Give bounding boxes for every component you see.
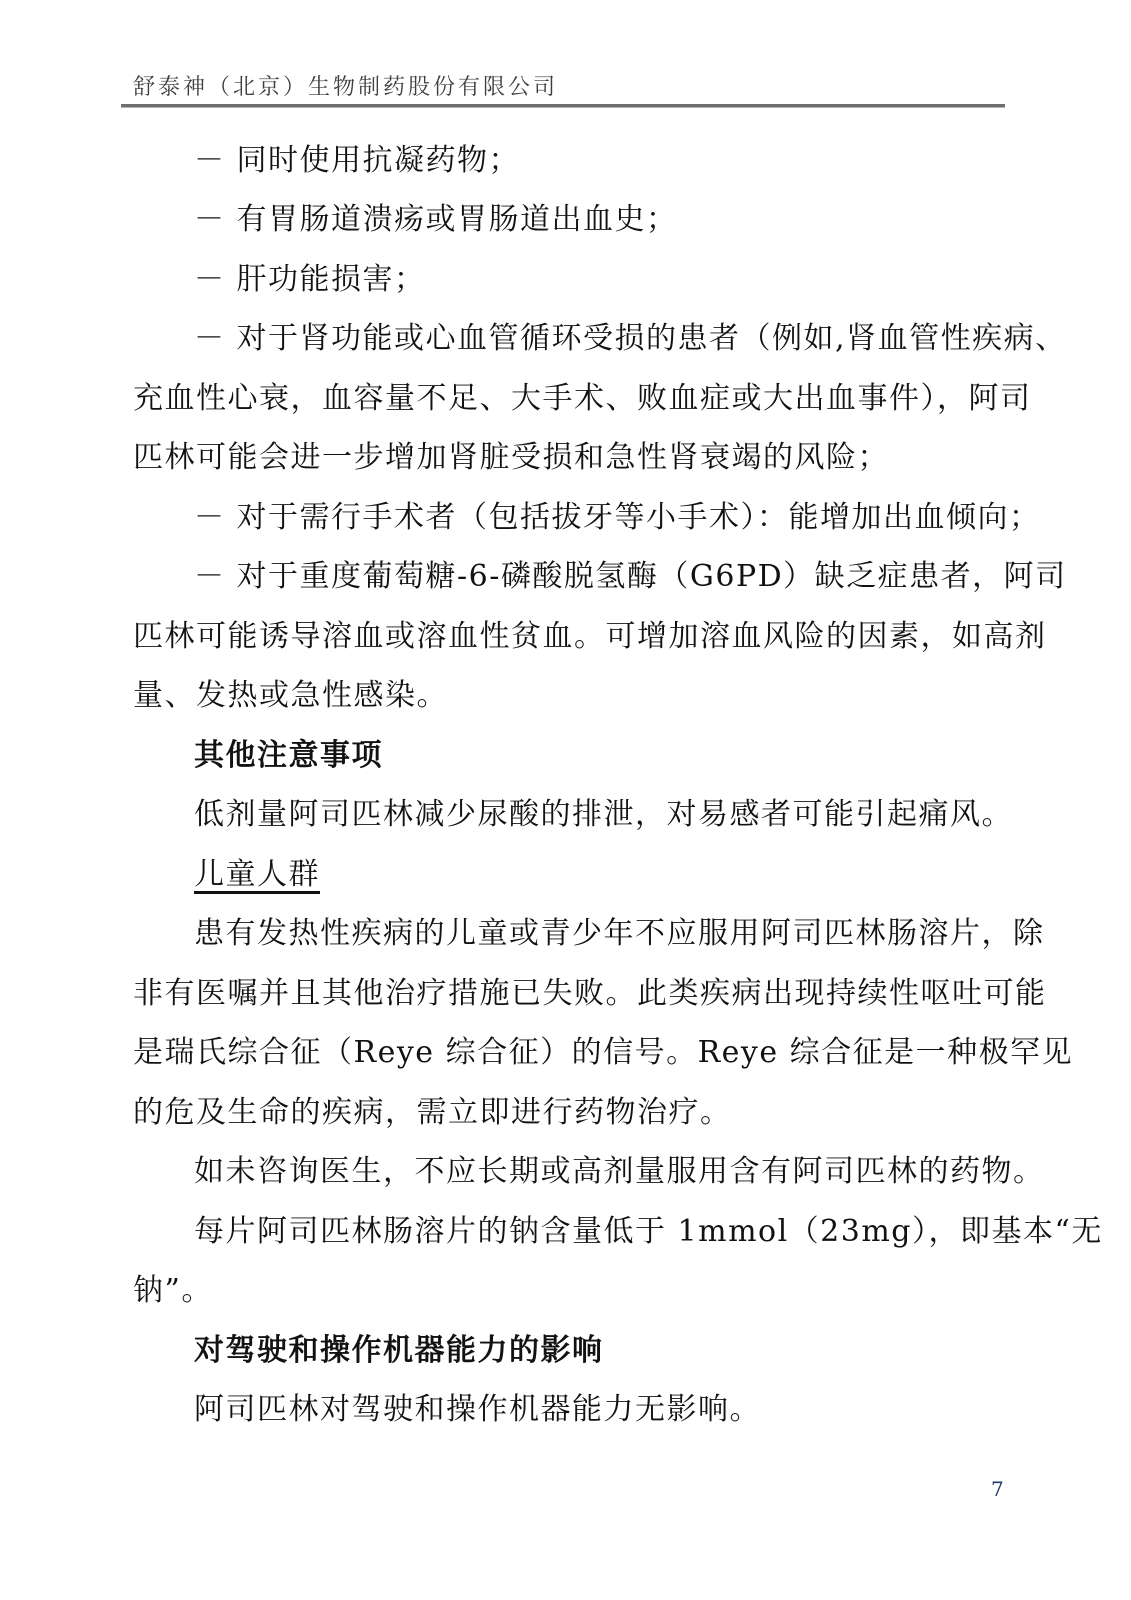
text-line-13 [133, 841, 1015, 901]
text-line-2 [133, 187, 1015, 247]
line-text: 非有医嘱并且其他治疗措施已失败。此类疾病出现持续性呕吐可能 [133, 975, 1047, 1011]
text-line-7 [133, 484, 1041, 544]
line-text: 患有发热性疾病的儿童或青少年不应服用阿司匹林肠溶片，除 [194, 916, 1045, 952]
text-line-4 [133, 306, 1067, 366]
line-text: － 对于重度葡萄糖-6-磷酸脱氢酶（G6PD）缺乏症患者，阿司 [194, 559, 1067, 595]
text-line-19 [133, 1198, 1103, 1258]
line-text: 量、发热或急性感染。 [133, 678, 448, 714]
line-text: 每片阿司匹林肠溶片的钠含量低于 1mmol（23mg），即基本“无 [194, 1213, 1103, 1249]
line-text: 低剂量阿司匹林减少尿酸的排泄，对易感者可能引起痛风。 [194, 797, 1013, 833]
line-text: － 对于肾功能或心血管循环受损的患者（例如,肾血管性疾病、 [194, 321, 1067, 357]
document-body [133, 127, 1103, 1436]
text-line-11 [133, 722, 1015, 782]
text-line-9 [133, 603, 1047, 663]
line-text: 其他注意事项 [194, 737, 383, 773]
line-text: 钠”。 [133, 1273, 213, 1309]
line-text: 阿司匹林对驾驶和操作机器能力无影响。 [194, 1392, 761, 1428]
line-text: 充血性心衰，血容量不足、大手术、败血症或大出血事件），阿司 [133, 380, 1032, 416]
line-text: 是瑞氏综合征（Reye 综合征）的信号。Reye 综合征是一种极罕见 [133, 1035, 1074, 1071]
text-line-8 [133, 544, 1067, 604]
text-line-22 [133, 1377, 1015, 1437]
text-line-18 [133, 1139, 1045, 1199]
text-line-15 [133, 960, 1047, 1020]
line-text: － 肝功能损害； [194, 261, 426, 297]
page-header-company-name: 舒泰神（北京）生物制药股份有限公司 [133, 75, 559, 100]
line-text: 的危及生命的疾病，需立即进行药物治疗。 [133, 1094, 732, 1130]
text-line-16 [133, 1020, 1074, 1080]
text-line-6 [133, 425, 1015, 485]
text-line-17 [133, 1079, 1015, 1139]
text-line-21 [133, 1317, 1015, 1377]
line-text: 匹林可能会进一步增加肾脏受损和急性肾衰竭的风险； [133, 440, 889, 476]
line-text: 儿童人群 [194, 856, 320, 892]
line-text: 匹林可能诱导溶血或溶血性贫血。可增加溶血风险的因素，如高剂 [133, 618, 1047, 654]
page-number: 7 [991, 1477, 1004, 1501]
text-line-12 [133, 782, 1015, 842]
text-line-10 [133, 663, 1015, 723]
text-line-1 [133, 127, 1015, 187]
text-line-20 [133, 1258, 1015, 1318]
text-line-3 [133, 246, 1015, 306]
line-text: － 同时使用抗凝药物； [194, 142, 521, 178]
line-text: － 有胃肠道溃疡或胃肠道出血史； [194, 202, 678, 238]
line-text: － 对于需行手术者（包括拔牙等小手术）：能增加出血倾向； [194, 499, 1041, 535]
text-line-14 [133, 901, 1045, 961]
header-divider-rule [121, 104, 1005, 108]
line-text: 对驾驶和操作机器能力的影响 [194, 1332, 604, 1368]
line-text: 如未咨询医生，不应长期或高剂量服用含有阿司匹林的药物。 [194, 1154, 1045, 1190]
text-line-5 [133, 365, 1032, 425]
